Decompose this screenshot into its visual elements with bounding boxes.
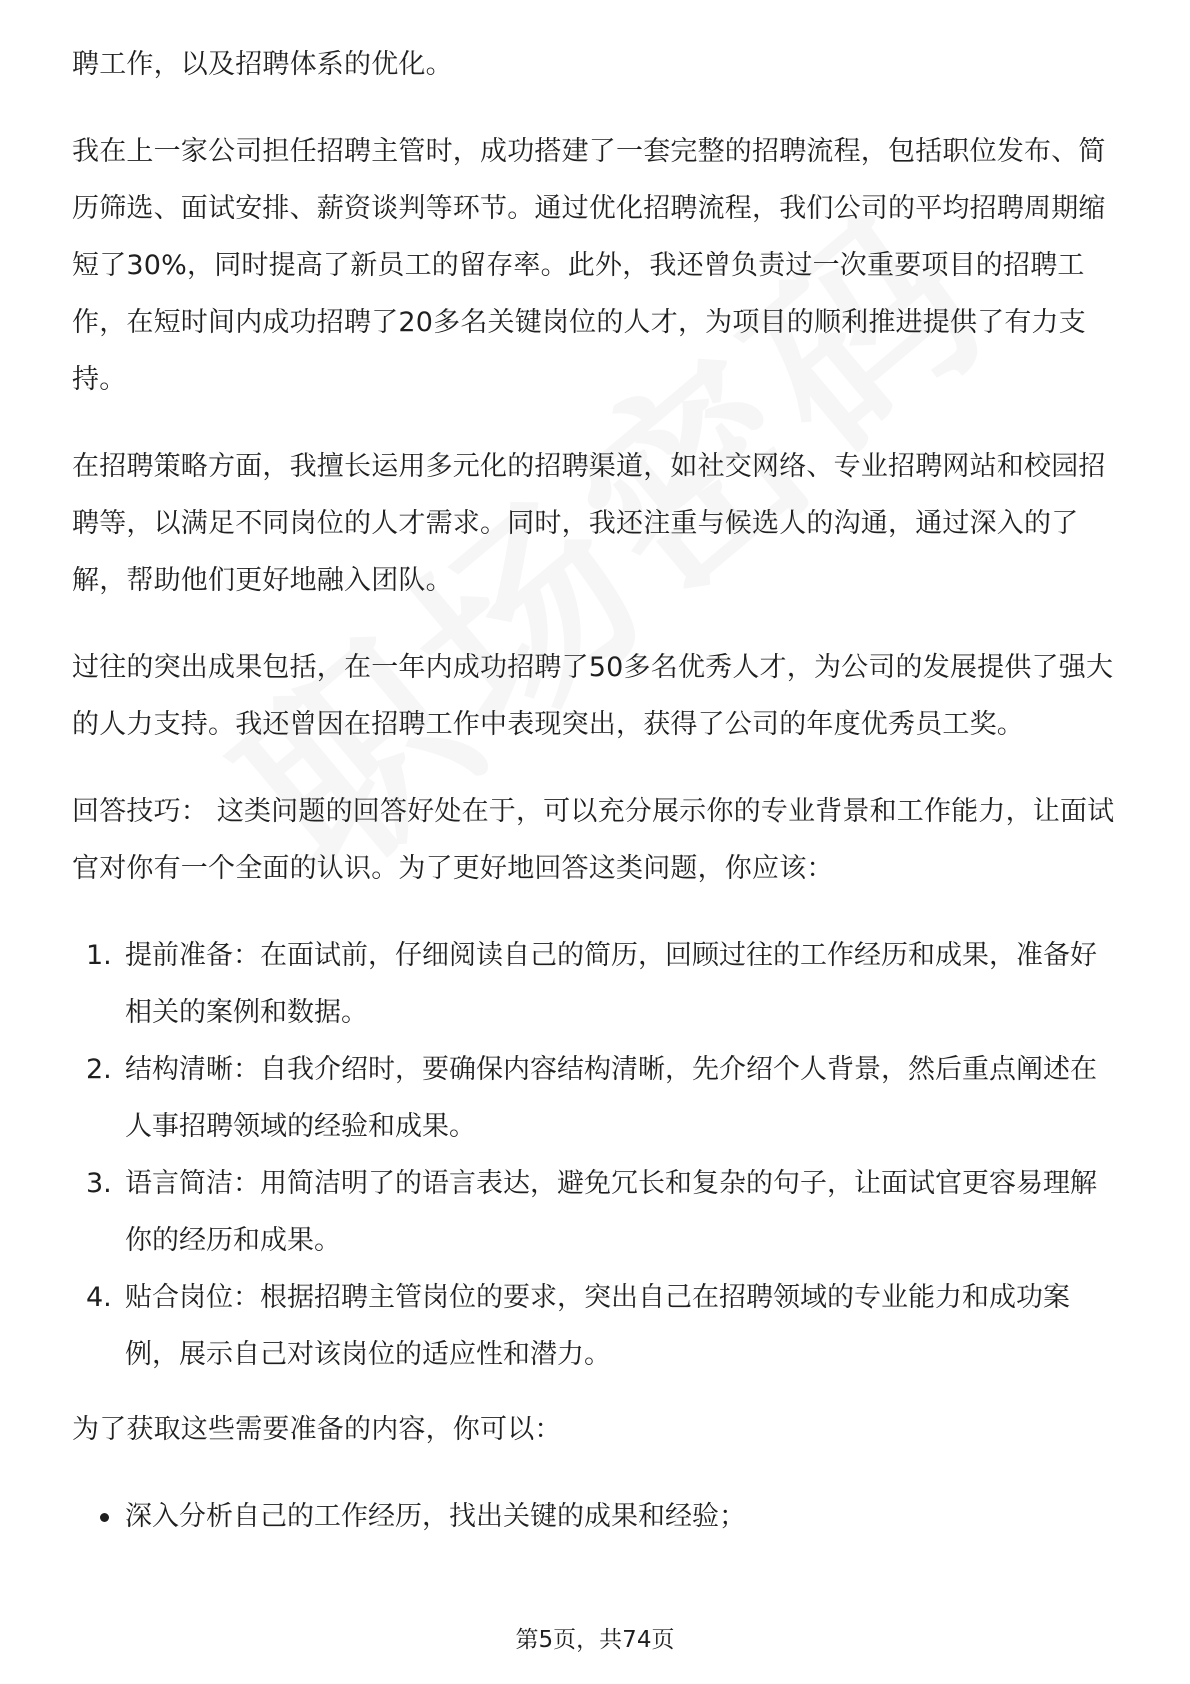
paragraph: 过往的突出成果包括，在一年内成功招聘了50多名优秀人才，为公司的发展提供了强大的人力支持。我还曾因在招聘工作中表现突出，获得了公司的年度优秀员工奖。	[72, 652, 1114, 740]
bullet-icon	[100, 1513, 109, 1522]
paragraph: 为了获取这些需要准备的内容，你可以：	[72, 1414, 562, 1445]
paragraph: 回答技巧： 这类问题的回答好处在于，可以充分展示你的专业背景和工作能力，让面试官对你有一个全面的认识。为了更好地回答这类问题，你应该：	[72, 796, 1115, 884]
paragraph: 在招聘策略方面，我擅长运用多元化的招聘渠道，如社交网络、专业招聘网站和校园招聘等，以满足不同岗位的人才需求。同时，我还注重与候选人的沟通，通过深入的了解，帮助他们更好地融入团队。	[72, 451, 1106, 596]
list-number: 1.	[86, 940, 112, 971]
list-item-text: 语言简洁：用简洁明了的语言表达，避免冗长和复杂的句子，让面试官更容易理解你的经历和成果。	[125, 1168, 1097, 1256]
tips-list	[72, 927, 1122, 1383]
paragraph: 聘工作，以及招聘体系的优化。	[72, 49, 453, 80]
list-number: 2.	[86, 1054, 112, 1085]
list-number: 3.	[86, 1168, 112, 1199]
list-item-text: 提前准备：在面试前，仔细阅读自己的简历，回顾过往的工作经历和成果，准备好相关的案例和数据。	[125, 940, 1097, 1028]
bullet-list	[72, 1488, 1122, 1545]
list-item-text: 结构清晰：自我介绍时，要确保内容结构清晰，先介绍个人背景，然后重点阐述在人事招聘领域的经验和成果。	[125, 1054, 1097, 1142]
list-item	[72, 927, 1122, 1041]
list-item	[72, 1488, 1122, 1545]
page-number: 第5页，共74页	[515, 1627, 675, 1653]
list-item	[72, 1041, 1122, 1155]
list-number: 4.	[86, 1282, 112, 1313]
list-item-text: 贴合岗位：根据招聘主管岗位的要求，突出自己在招聘领域的专业能力和成功案例，展示自己对该岗位的适应性和潜力。	[125, 1282, 1070, 1370]
paragraph: 我在上一家公司担任招聘主管时，成功搭建了一套完整的招聘流程，包括职位发布、简历筛选、面试安排、薪资谈判等环节。通过优化招聘流程，我们公司的平均招聘周期缩短了30%，同时提高了新员工的留存率。此外，我还曾负责过一次重要项目的招聘工作，在短时间内成功招聘了20多名关键岗位的人才，为项目的顺利推进提供了有力支持。	[72, 136, 1106, 395]
list-item	[72, 1269, 1122, 1383]
list-item	[72, 1155, 1122, 1269]
list-item-text: 深入分析自己的工作经历，找出关键的成果和经验；	[125, 1501, 746, 1532]
document-page	[72, 36, 1122, 1545]
